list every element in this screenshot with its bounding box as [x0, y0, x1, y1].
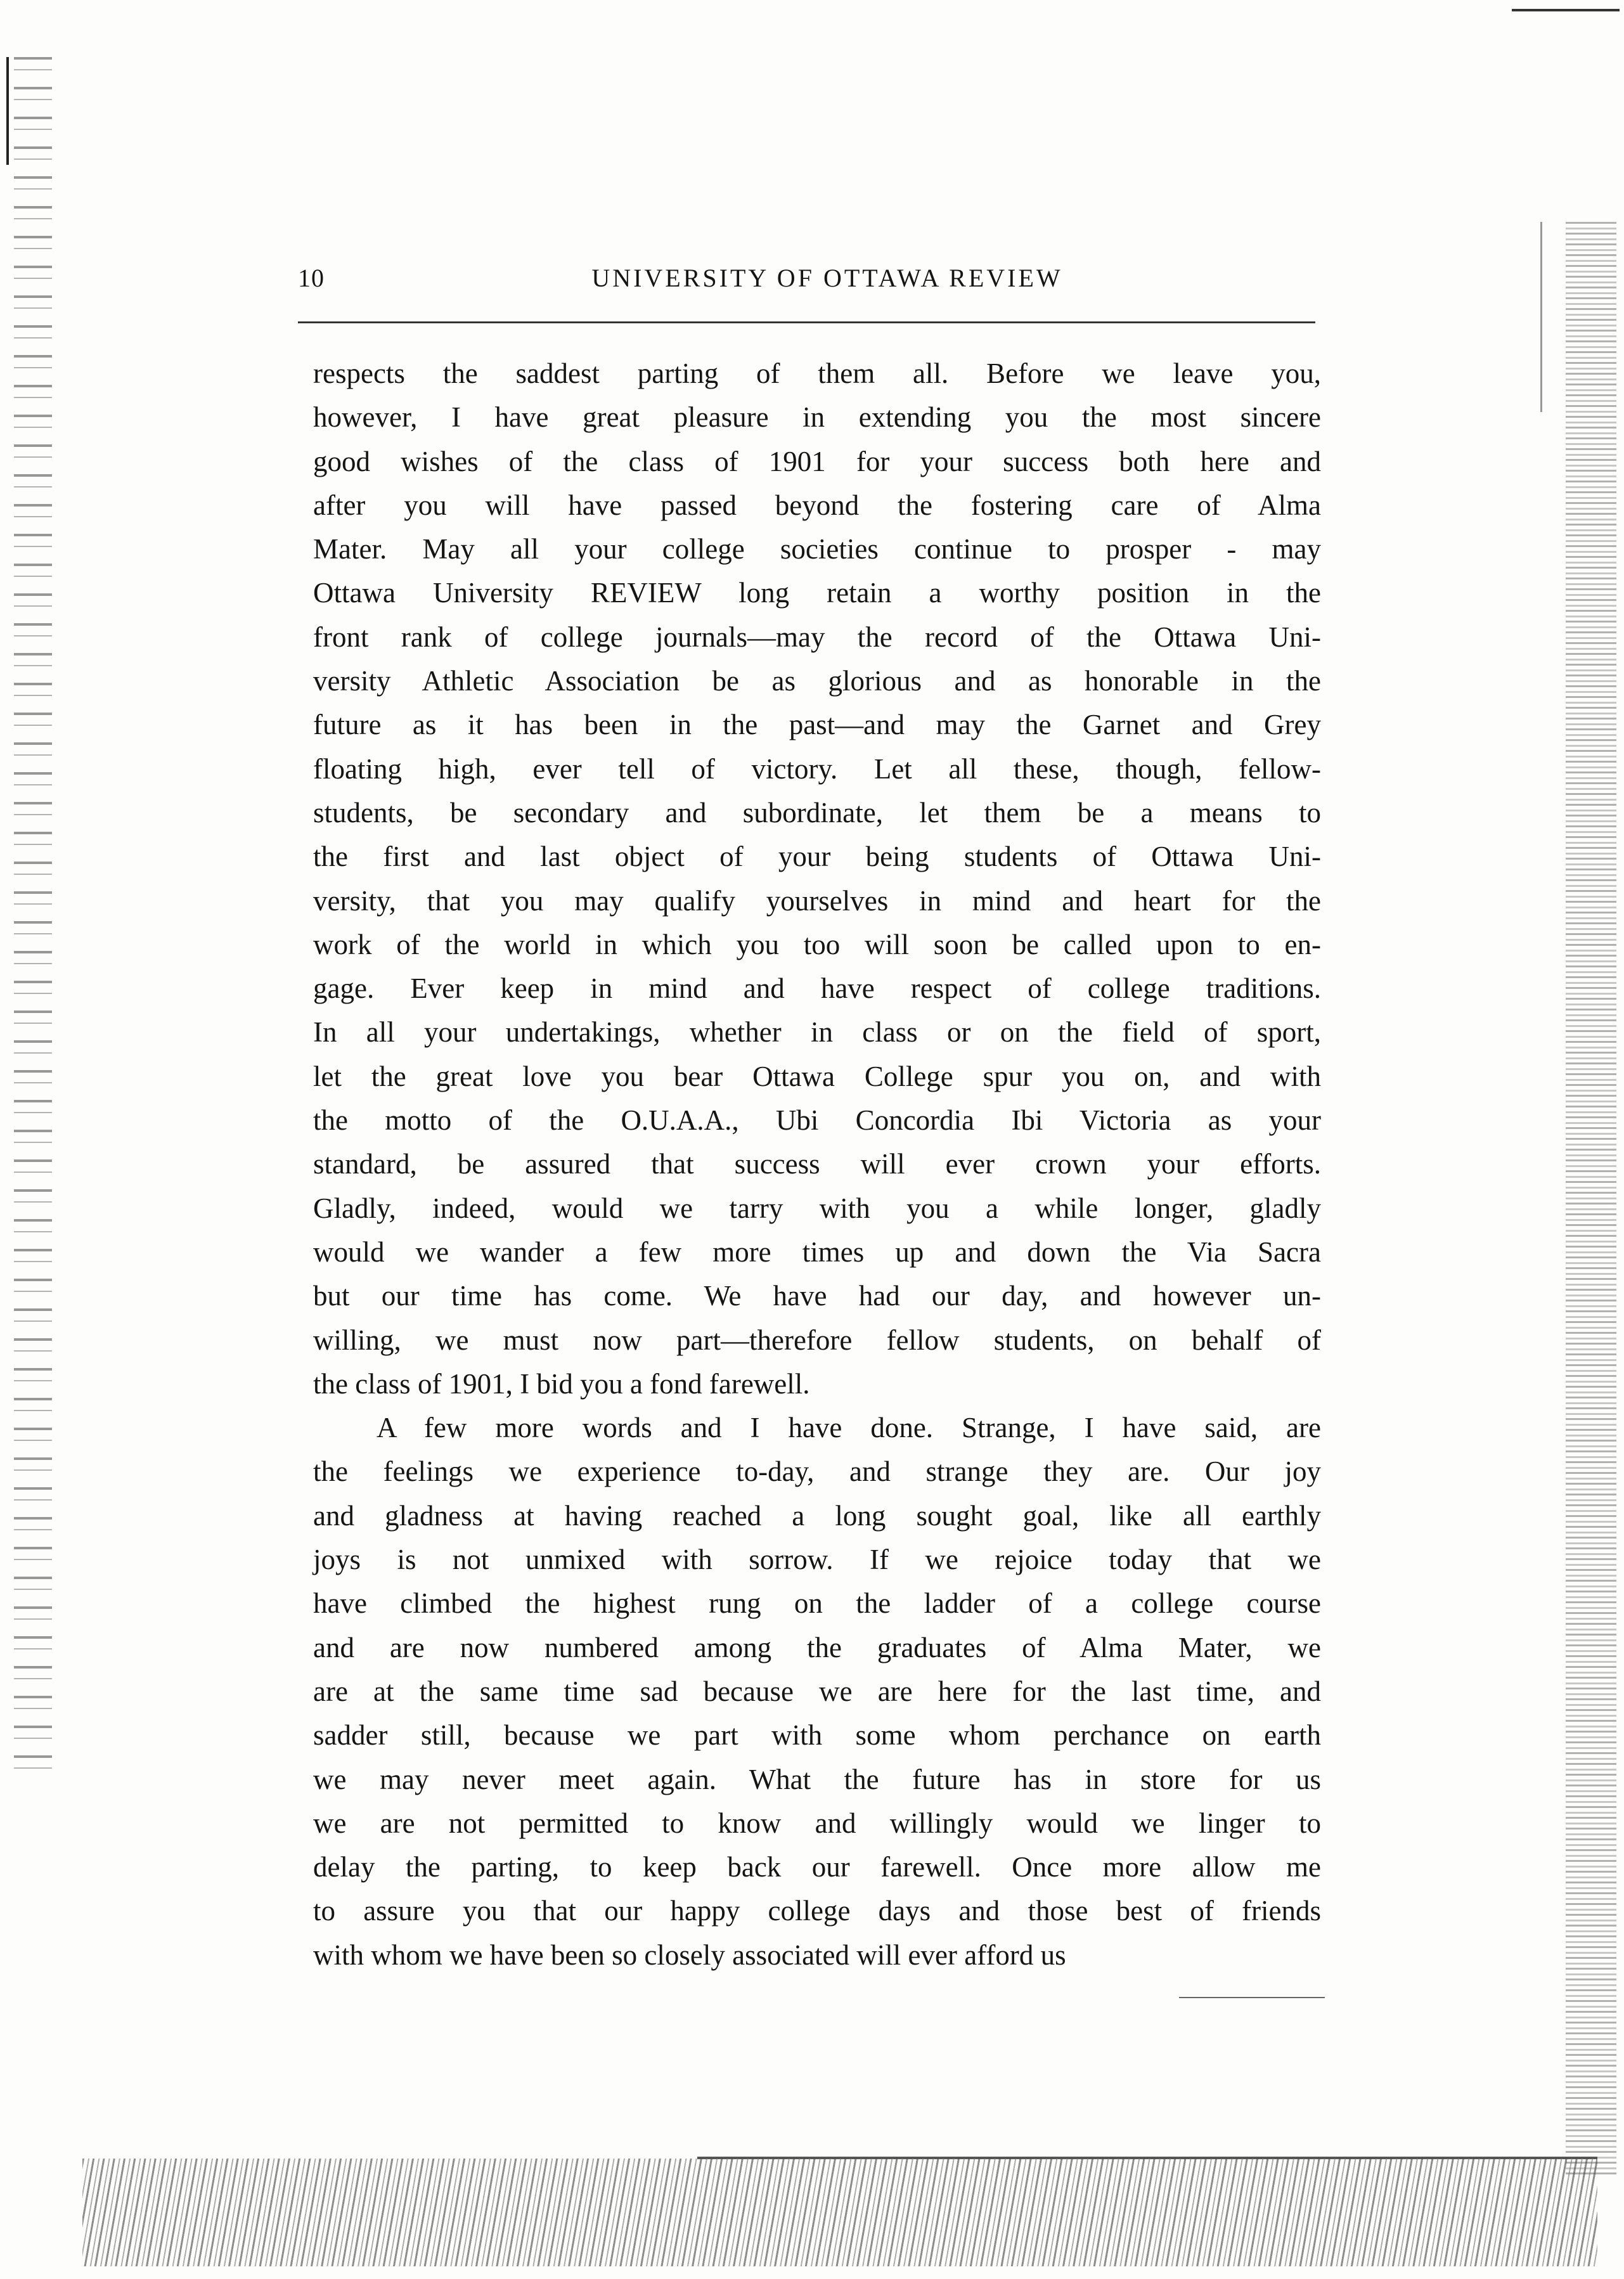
text-line: future as it has been in the past—and may the Garnet and Grey [313, 709, 1321, 741]
text-line: are at the same time sad because we are here for the last time, and [313, 1675, 1321, 1707]
text-line: Gladly, indeed, would we tarry with you a while longer, gladly [313, 1192, 1321, 1224]
scan-top-rule [1512, 9, 1620, 11]
text-line: the first and last object of your being students of Ottawa Uni- [313, 841, 1321, 873]
text-line: Mater. May all your college societies continue to prosper - may [313, 533, 1321, 565]
text-line: with whom we have been so closely associated will ever afford us [313, 1939, 1066, 1971]
text-line: but our time has come. We have had our day, and however un- [313, 1280, 1321, 1312]
article-text [313, 352, 1321, 1977]
text-line: joys is not unmixed with sorrow. If we rejoice today that we [313, 1544, 1321, 1576]
text-line: floating high, ever tell of victory. Let all these, though, fellow- [313, 752, 1321, 785]
footer-rule [1179, 1997, 1325, 1998]
text-line: the feelings we experience to-day, and strange they are. Our joy [313, 1456, 1321, 1488]
text-line: to assure you that our happy college days and those best of friends [313, 1895, 1321, 1927]
text-line: delay the parting, to keep back our farewell. Once more allow me [313, 1851, 1321, 1883]
text-line: Ottawa University REVIEW long retain a worthy position in the [313, 577, 1321, 609]
text-line: let the great love you bear Ottawa College spur you on, and with [313, 1060, 1321, 1092]
text-line: we are not permitted to know and willingly would we linger to [313, 1807, 1321, 1839]
text-line: work of the world in which you too will soon be called upon to en- [313, 928, 1321, 960]
text-line: and are now numbered among the graduates of Alma Mater, we [313, 1631, 1321, 1663]
page-header [298, 263, 1318, 314]
scan-edge-line-right [1540, 222, 1542, 412]
scan-edge-bottom [82, 2159, 1597, 2266]
text-line: standard, be assured that success will ever crown your efforts. [313, 1148, 1321, 1180]
scan-edge-left [14, 57, 52, 1769]
page-number: 10 [298, 264, 325, 292]
text-line: would we wander a few more times up and down the Via Sacra [313, 1236, 1321, 1268]
header-rule [298, 321, 1315, 323]
text-line: gage. Ever keep in mind and have respect of college traditions. [313, 972, 1321, 1005]
text-line: versity, that you may qualify yourselves in mind and heart for the [313, 884, 1321, 917]
scan-edge-line-left [6, 57, 9, 165]
text-line: and gladness at having reached a long sought goal, like all earthly [313, 1499, 1321, 1532]
text-line: respects the saddest parting of them all. Before we leave you, [313, 358, 1321, 389]
text-line: In all your undertakings, whether in class or on the field of sport, [313, 1016, 1321, 1049]
text-line: we may never meet again. What the future has in store for us [313, 1763, 1321, 1795]
text-line: A few more words and I have done. Strange, I have said, are [377, 1412, 1321, 1444]
text-line: front rank of college journals—may the record of the Ottawa Uni- [313, 621, 1321, 653]
text-line: however, I have great pleasure in extending you the most sincere [313, 401, 1321, 434]
text-line: the class of 1901, I bid you a fond farewell. [313, 1367, 810, 1400]
text-line: sadder still, because we part with some whom perchance on earth [313, 1719, 1321, 1752]
text-line: versity Athletic Association be as glorious and as honorable in the [313, 665, 1321, 697]
text-line: good wishes of the class of 1901 for your success both here and [313, 445, 1321, 477]
text-line: after you will have passed beyond the fostering care of Alma [313, 489, 1321, 521]
running-title: UNIVERSITY OF OTTAWA REVIEW [591, 264, 1063, 292]
text-line: have climbed the highest rung on the ladder of a college course [313, 1587, 1321, 1620]
scan-edge-right [1566, 222, 1616, 2174]
text-line: students, be secondary and subordinate, let them be a means to [313, 796, 1321, 829]
text-line: willing, we must now part—therefore fellow students, on behalf of [313, 1324, 1321, 1356]
text-line: the motto of the O.U.A.A., Ubi Concordia Ibi Victoria as your [313, 1104, 1321, 1137]
